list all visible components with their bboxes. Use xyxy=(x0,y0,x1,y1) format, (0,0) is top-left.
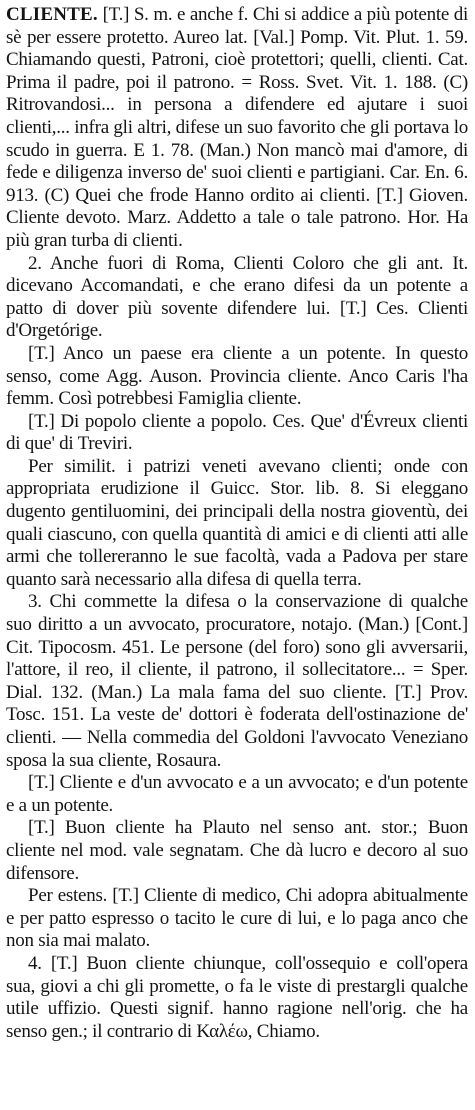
entry-headword: CLIENTE. xyxy=(6,4,98,25)
entry-sense-1: [T.] S. m. e anche f. Chi si addice a più potente di sè per essere protetto. Aureo lat. [Val.] Pomp. Vit. Plut. 1. 59. Chiamando questi, Patroni, cioè protettori; quelli, clienti. Cat. Prima il padre, poi il patrono. = Ross. Svet. Vit. 1. 188. (C) Ritrovandosi... in persona a difendere ed ajutare i suoi clienti,... infra gli altri, difese un suo favorito che gli portava lo scudo in guerra. E 1. 78. (Man.) Non mancò mai d'amore, di fede e diligenza inverso de' suoi clienti e partigiani. Car. En. 6. 913. (C) Quei che frode Hanno ordito ai clienti. [T.] Gioven. Cliente devoto. Marz. Addetto a tale o tale patrono. Hor. Ha più gran turba di clienti. xyxy=(6,4,468,251)
entry-sense-3: 3. Chi commette la difesa o la conservazione di qualche suo diritto a un avvocato, procuratore, notajo. (Man.) [Cont.] Cit. Tipocosm. 451. Le persone (del foro) sono gli avversarii, l'attore, il reo, il cliente, il patrono, il sollecitatore... = Sper. Dial. 132. (Man.) La mala fama del suo cliente. [T.] Prov. Tosc. 151. La veste de' dottori è foderata dell'ostinazione de' clienti. — Nella commedia del Goldoni l'avvocato Veneziano sposa la sua cliente, Rosaura. xyxy=(6,591,468,771)
dictionary-page xyxy=(6,4,468,1104)
entry-paragraph-definition xyxy=(6,4,468,253)
entry-subsense-similit: Per similit. i patrizi veneti avevano clienti; onde con appropriata erudizione il Guicc. Stor. lib. 8. Si eleggano dugento gentiluomini, dei principali della nostra gioventù, dei quali ciascuno, con quella quantità di amici e di clienti atti alle armi che tollereranno le sue facoltà, vada a Padova per stare quanto sarà necessario alla difesa di quella terra. xyxy=(6,455,468,590)
entry-sense-4: 4. [T.] Buon cliente chiunque, coll'ossequio e coll'opera sua, giovi a chi gli promette, o fa le viste di prestargli qualche utile uffizio. Questi signif. hanno ragione nell'orig. che ha senso gen.; il contrario di Καλέω, Chiamo. xyxy=(6,952,468,1042)
entry-subsense-medico: Per estens. [T.] Cliente di medico, Chi adopra abitualmente e per patto espresso o tacito le cure di lui, e lo paga anco che non sia mai malato. xyxy=(6,885,468,952)
entry-subsense-avvocato: [T.] Cliente e d'un avvocato e a un avvocato; e d'un potente e a un potente. xyxy=(6,772,468,816)
entry-subsense-popolo: [T.] Di popolo cliente a popolo. Ces. Que' d'Évreux clienti di que' di Treviri. xyxy=(6,410,468,455)
entry-sense-2: 2. Anche fuori di Roma, Clienti Coloro che gli ant. It. dicevano Accomandati, e che erano difesi da un potente a patto di dover più sovente difendere lui. [T.] Ces. Clienti d'Orgetórige. xyxy=(6,252,468,342)
entry-subsense-paese: [T.] Anco un paese era cliente a un potente. In questo senso, come Agg. Auson. Provincia cliente. Anco Caris l'ha femm. Così potrebbesi Famiglia cliente. xyxy=(6,342,468,410)
entry-subsense-buon-cliente: [T.] Buon cliente ha Plauto nel senso ant. stor.; Buon cliente nel mod. vale segnatam. Che dà lucro e decoro al suo difensore. xyxy=(6,817,468,884)
